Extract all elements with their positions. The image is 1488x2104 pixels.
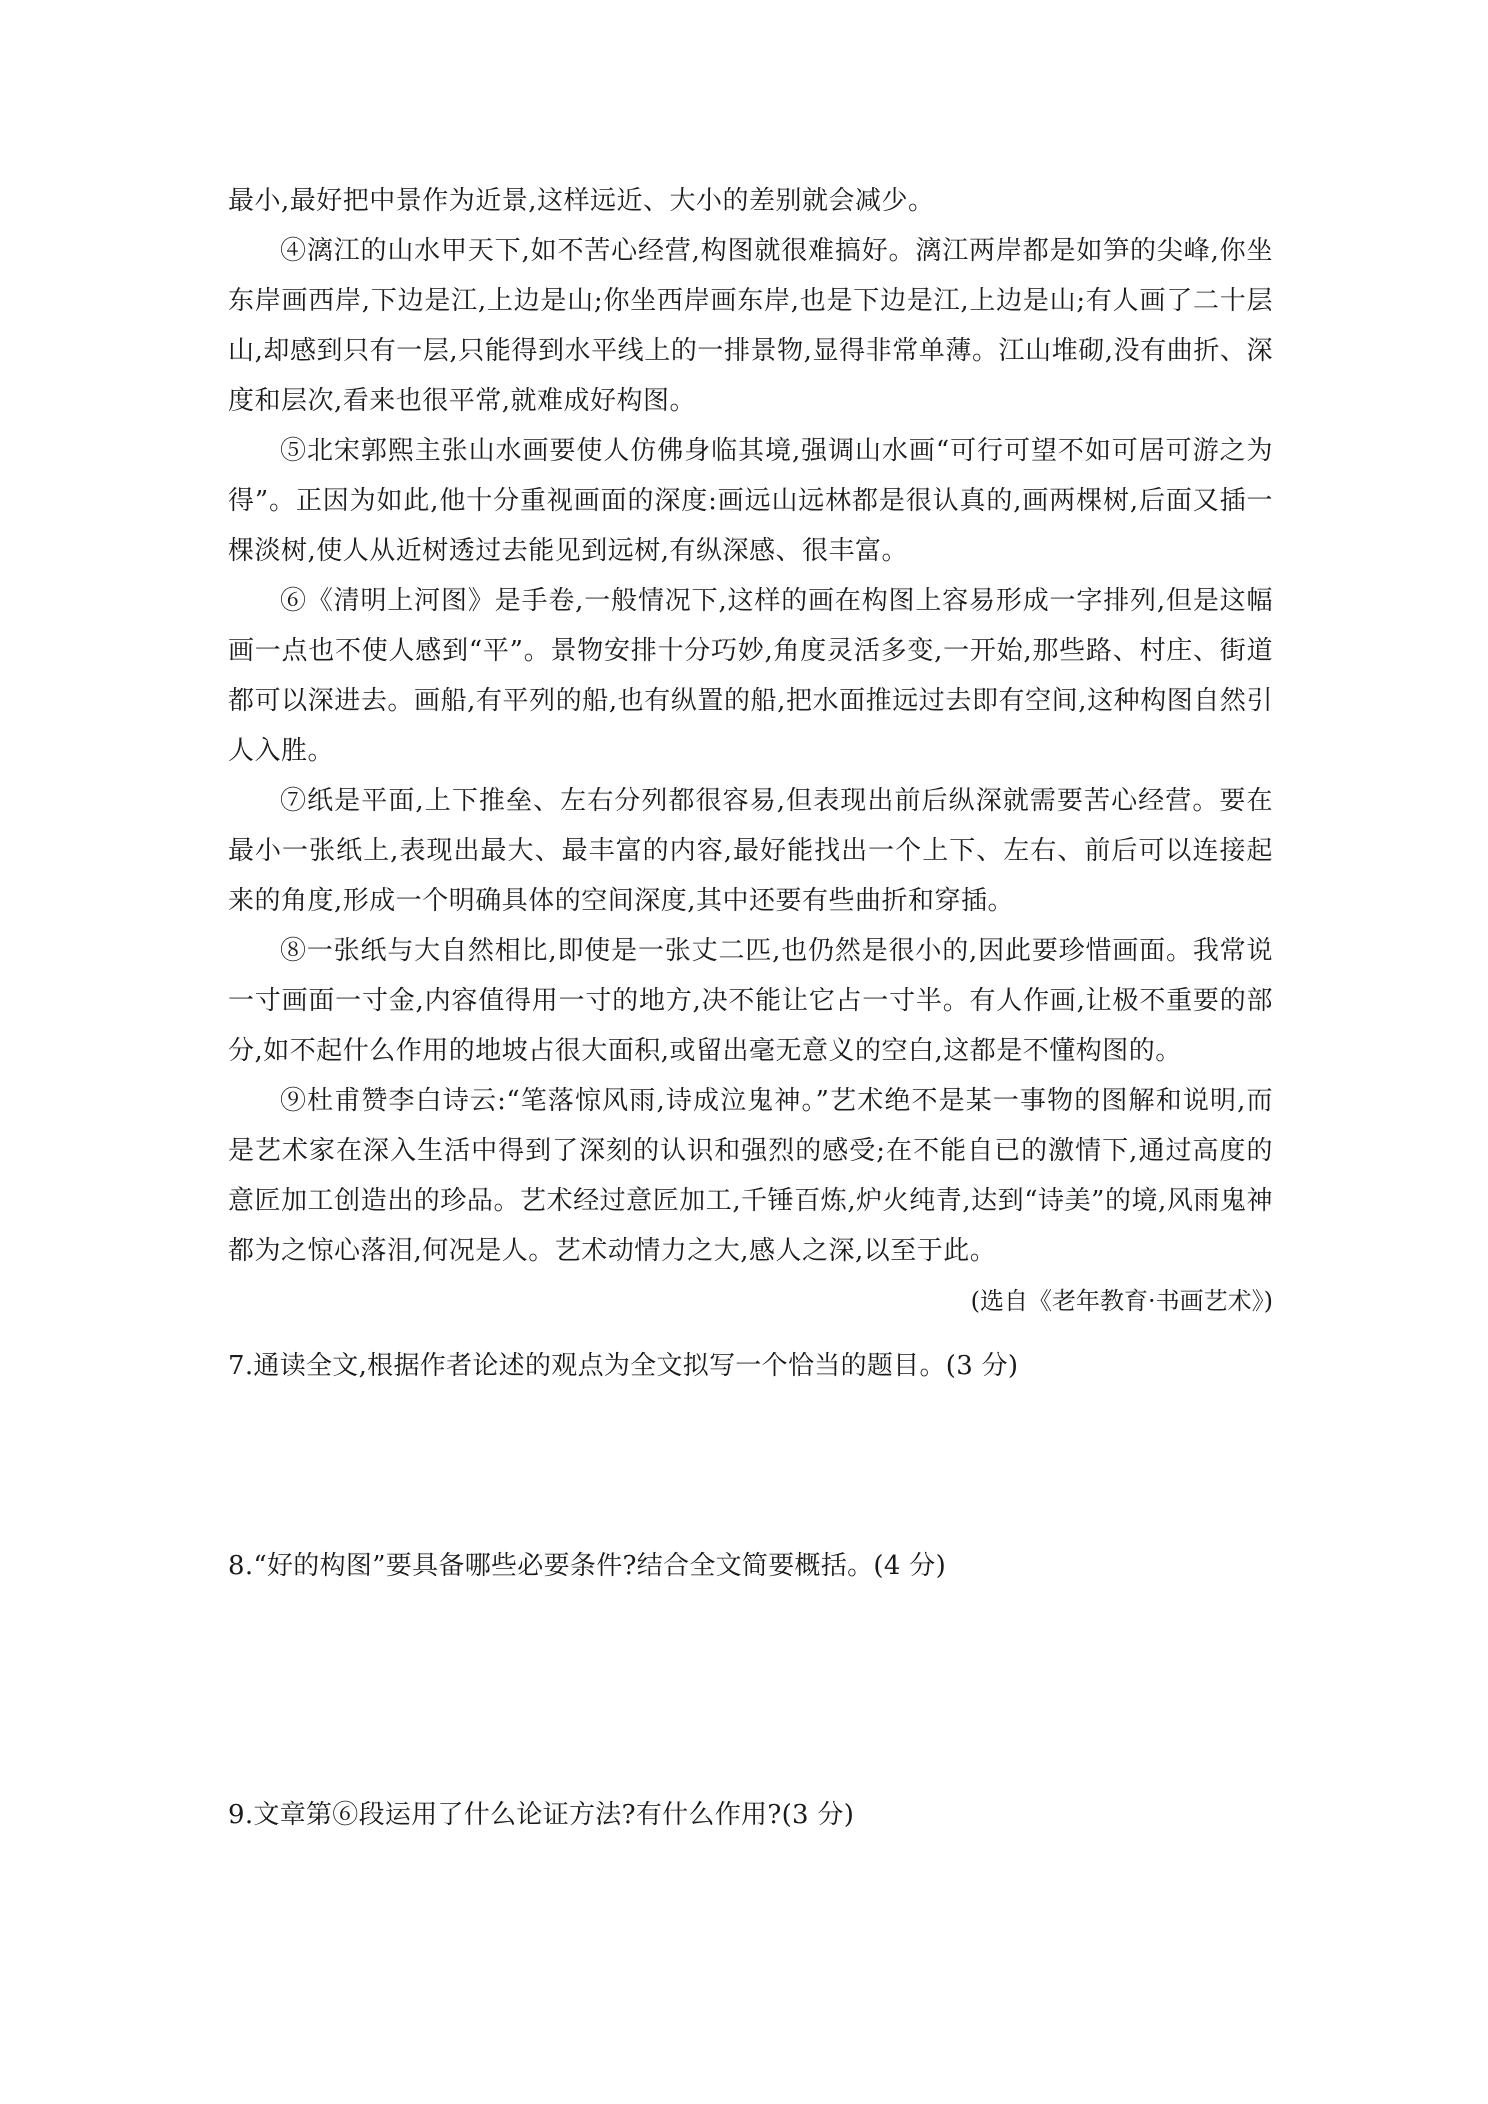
paragraph-6: ⑥《清明上河图》是手卷,一般情况下,这样的画在构图上容易形成一字排列,但是这幅画一点也不使人感到“平”。景物安排十分巧妙,角度灵活多变,一开始,那些路、村庄、街道都可以深进去。画船,有平列的船,也有纵置的船,把水面推远过去即有空间,这种构图自然引人入胜。 — [228, 586, 1273, 766]
paragraph-continued: 最小,最好把中景作为近景,这样远近、大小的差别就会减少。 — [228, 186, 935, 216]
question-7: 7.通读全文,根据作者论述的观点为全文拟写一个恰当的题目。(3 分) — [228, 1351, 1019, 1381]
paragraph-7: ⑦纸是平面,上下推垒、左右分列都很容易,但表现出前后纵深就需要苦心经营。要在最小一张纸上,表现出最大、最丰富的内容,最好能找出一个上下、左右、前后可以连接起来的角度,形成一个明确具体的空间深度,其中还要有些曲折和穿插。 — [228, 786, 1273, 916]
question-8: 8.“好的构图”要具备哪些必要条件?结合全文简要概括。(4 分) — [228, 1551, 947, 1581]
paragraph-5: ⑤北宋郭熙主张山水画要使人仿佛身临其境,强调山水画“可行可望不如可居可游之为得”。正因为如此,他十分重视画面的深度:画远山远林都是很认真的,画两棵树,后面又插一棵淡树,使人从近树透过去能见到远树,有纵深感、很丰富。 — [228, 436, 1273, 566]
paragraph-9: ⑨杜甫赞李白诗云:“笔落惊风雨,诗成泣鬼神。”艺术绝不是某一事物的图解和说明,而是艺术家在深入生活中得到了深刻的认识和强烈的感受;在不能自已的激情下,通过高度的意匠加工创造出的珍品。艺术经过意匠加工,千锤百炼,炉火纯青,达到“诗美”的境,风雨鬼神都为之惊心落泪,何况是人。艺术动情力之大,感人之深,以至于此。 — [228, 1086, 1273, 1266]
paragraph-4: ④漓江的山水甲天下,如不苦心经营,构图就很难搞好。漓江两岸都是如笋的尖峰,你坐东岸画西岸,下边是江,上边是山;你坐西岸画东岸,也是下边是江,上边是山;有人画了二十层山,却感到只有一层,只能得到水平线上的一排景物,显得非常单薄。江山堆砌,没有曲折、深度和层次,看来也很平常,就难成好构图。 — [228, 236, 1273, 416]
source-citation: (选自《老年教育·书画艺术》) — [970, 1287, 1273, 1315]
question-9: 9.文章第⑥段运用了什么论证方法?有什么作用?(3 分) — [228, 1800, 855, 1830]
paragraph-8: ⑧一张纸与大自然相比,即使是一张丈二匹,也仍然是很小的,因此要珍惜画面。我常说一寸画面一寸金,内容值得用一寸的地方,决不能让它占一寸半。有人作画,让极不重要的部分,如不起什么作用的地坡占很大面积,或留出毫无意义的空白,这都是不懂构图的。 — [228, 936, 1273, 1066]
reading-passage — [228, 176, 1273, 1326]
